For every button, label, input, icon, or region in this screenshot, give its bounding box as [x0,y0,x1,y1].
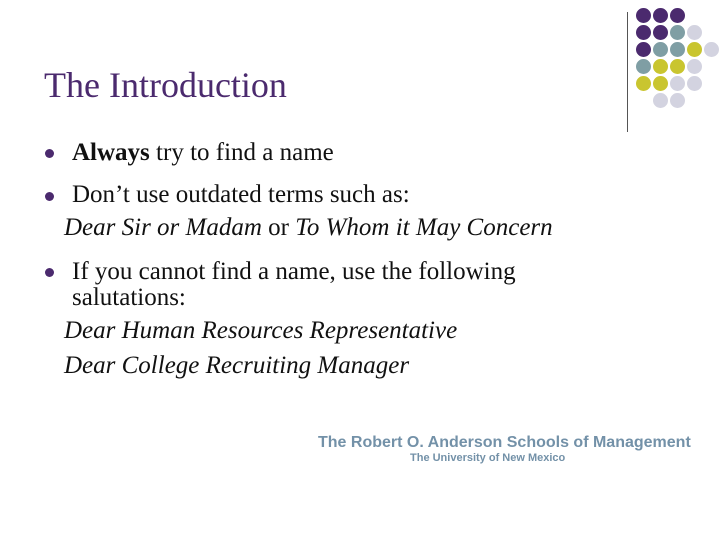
decorative-dot [670,25,685,40]
salutation-example: Dear Human Resources Representative [64,317,458,344]
school-logo-name: The Robert O. Anderson Schools of Management [318,434,691,451]
example-salutation: To Whom it May Concern [295,214,553,241]
decorative-dot [636,42,651,57]
decorative-dot [670,76,685,91]
decorative-dot [653,59,668,74]
decorative-dot [704,42,719,57]
bullet-marker [45,192,54,201]
decorative-dot [687,76,702,91]
decorative-dot [670,8,685,23]
decorative-dot [636,76,651,91]
example-salutation: Dear Sir or Madam [64,214,262,241]
decorative-divider [627,12,628,132]
decorative-dot-grid [636,8,720,118]
decorative-dot [636,25,651,40]
decorative-dot [687,59,702,74]
bullet-marker [45,268,54,277]
decorative-dot [653,76,668,91]
salutation-example: Dear College Recruiting Manager [64,352,410,379]
bullet-2-text: Don’t use outdated terms such as: [72,181,410,208]
decorative-dot [670,59,685,74]
example-joiner: or [261,214,296,241]
bullet-3-text-line1: If you cannot find a name, use the following [72,258,516,285]
decorative-dot [687,25,702,40]
bullet-3-text-line2: salutations: [72,284,186,311]
decorative-dot [653,42,668,57]
bullet-marker [45,149,54,158]
decorative-dot [670,93,685,108]
emphasis-text: Always [72,139,150,166]
decorative-dot [687,42,702,57]
decorative-dot [653,8,668,23]
slide-title: The Introduction [44,65,287,105]
decorative-dot [653,25,668,40]
bullet-2-example [64,214,553,242]
decorative-dot [636,59,651,74]
bullet-1-text [72,139,334,167]
decorative-dot [636,8,651,23]
decorative-dot [670,42,685,57]
decorative-dot [653,93,668,108]
school-logo-subtitle: The University of New Mexico [410,452,566,464]
bullet-text: try to find a name [149,139,334,166]
